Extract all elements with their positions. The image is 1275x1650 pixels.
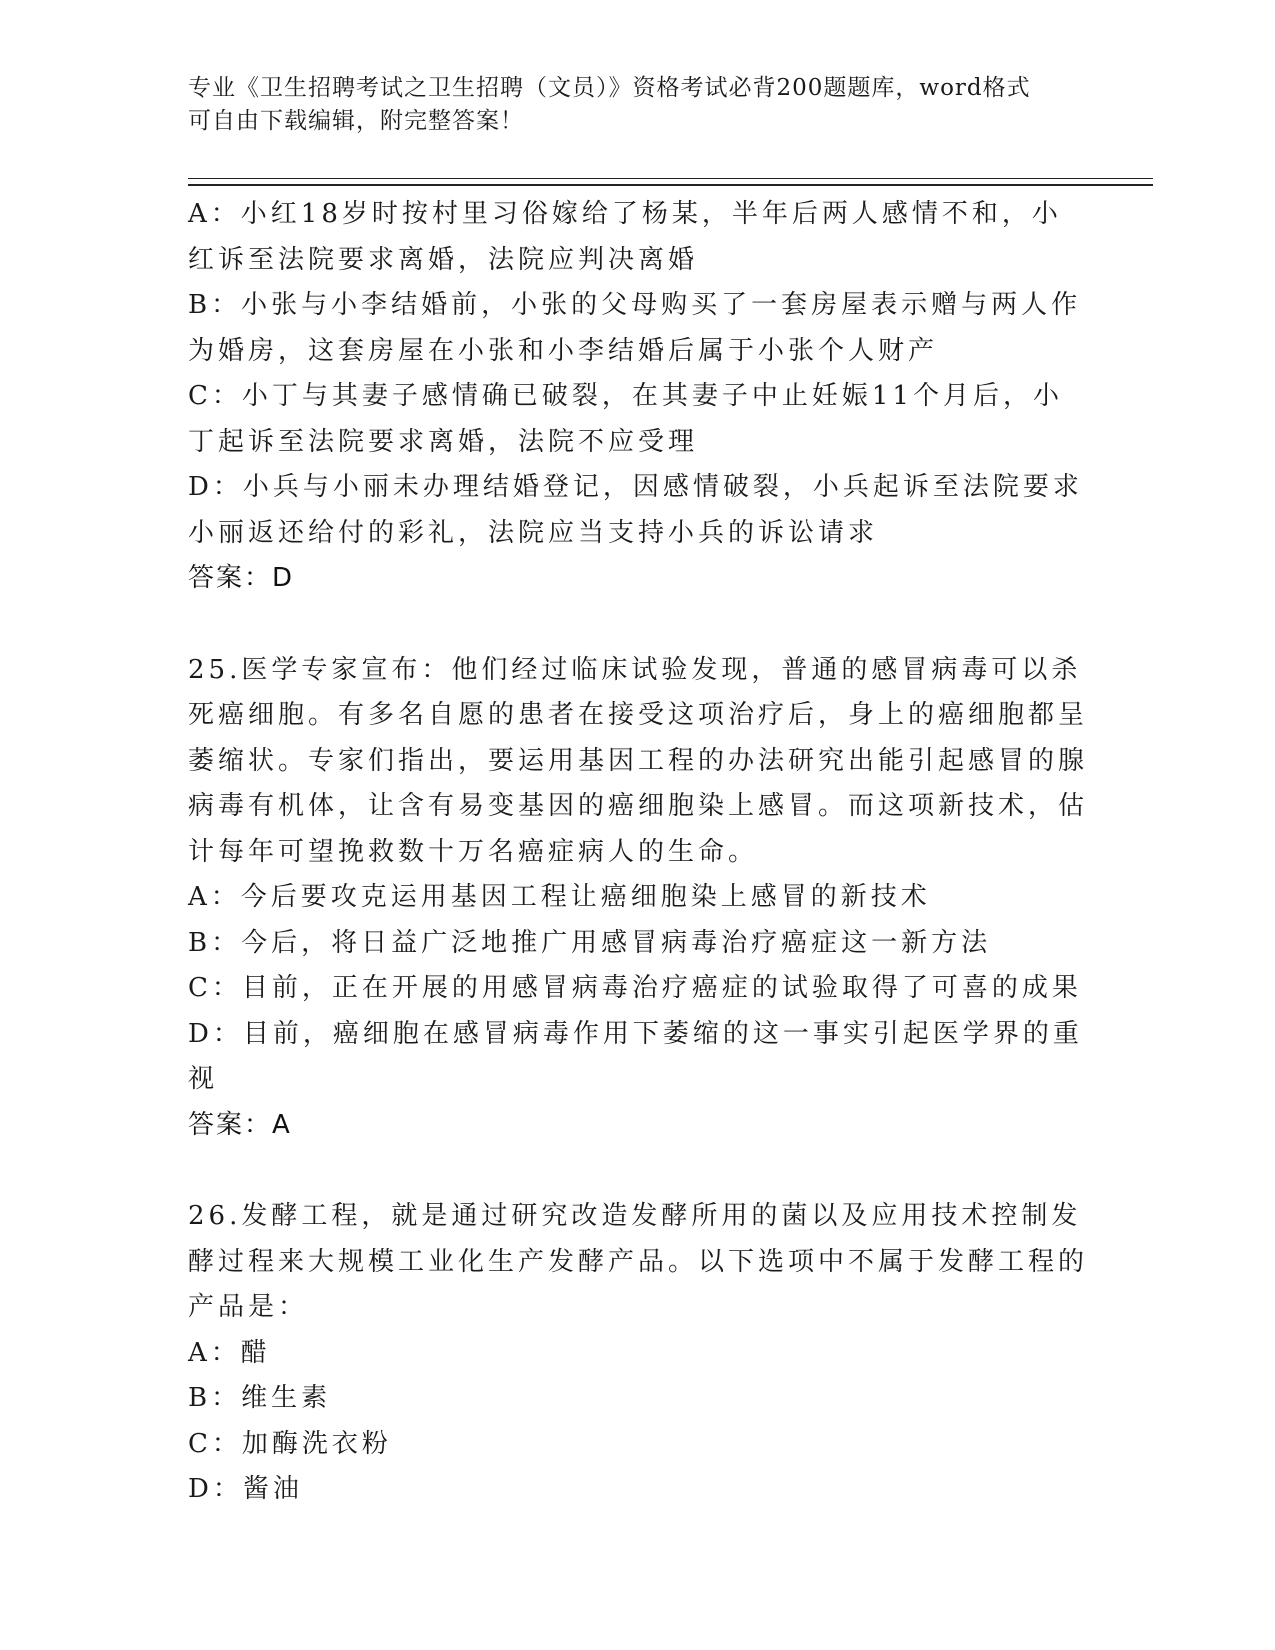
document-header bbox=[188, 72, 1068, 138]
question-25-stem: 25.医学专家宣布：他们经过临床试验发现，普通的感冒病毒可以杀死癌细胞。有多名自愿的患者在接受这项治疗后，身上的癌细胞都呈萎缩状。专家们指出，要运用基因工程的办法研究出能引起感冒的腺病毒有机体，让含有易变基因的癌细胞染上感冒。而这项新技术，估计每年可望挽救数十万名癌症病人的生命。 bbox=[188, 654, 1089, 867]
question-26-stem: 26.发酵工程，就是通过研究改造发酵所用的菌以及应用技术控制发酵过程来大规模工业化生产发酵产品。以下选项中不属于发酵工程的产品是： bbox=[188, 1201, 1089, 1322]
header-line-2: 可自由下载编辑，附完整答案！ bbox=[188, 108, 524, 134]
option-d: D：目前，癌细胞在感冒病毒作用下萎缩的这一事实引起医学界的重视 bbox=[188, 1018, 1083, 1094]
option-c: C：小丁与其妻子感情确已破裂，在其妻子中止妊娠11个月后，小丁起诉至法院要求离婚，法院不应受理 bbox=[188, 381, 1063, 457]
option-c: C：目前，正在开展的用感冒病毒治疗癌症的试验取得了可喜的成果 bbox=[188, 973, 1082, 1003]
option-b: B：今后，将日益广泛地推广用感冒病毒治疗癌症这一新方法 bbox=[188, 927, 992, 958]
question-25 bbox=[188, 648, 1088, 1103]
question-24-options bbox=[188, 192, 1088, 556]
question-25-answer: 答案：A bbox=[188, 1109, 292, 1140]
option-a: A：今后要攻克运用基因工程让癌细胞染上感冒的新技术 bbox=[188, 882, 931, 912]
header-line-1: 专业《卫生招聘考试之卫生招聘（文员）》资格考试必背200题题库，word格式 bbox=[188, 75, 1031, 101]
option-b: B：维生素 bbox=[188, 1383, 332, 1413]
spacer bbox=[188, 602, 1088, 648]
question-content bbox=[188, 192, 1088, 1513]
option-a: A：小红18岁时按村里习俗嫁给了杨某，半年后两人感情不和，小红诉至法院要求离婚，法院应判决离婚 bbox=[188, 199, 1062, 275]
option-c: C：加酶洗衣粉 bbox=[188, 1428, 392, 1459]
option-b: B：小张与小李结婚前，小张的父母购买了一套房屋表示赠与两人作为婚房，这套房屋在小张和小李结婚后属于小张个人财产 bbox=[188, 290, 1082, 366]
question-24-answer: 答案：D bbox=[188, 563, 295, 593]
spacer bbox=[188, 1148, 1088, 1194]
option-d: D：小兵与小丽未办理结婚登记，因感情破裂，小兵起诉至法院要求小丽返还给付的彩礼，法院应当支持小兵的诉讼请求 bbox=[188, 472, 1083, 548]
option-a: A：醋 bbox=[188, 1337, 271, 1368]
header-divider bbox=[188, 178, 1153, 186]
option-d: D：酱油 bbox=[188, 1474, 303, 1504]
question-26 bbox=[188, 1194, 1088, 1513]
